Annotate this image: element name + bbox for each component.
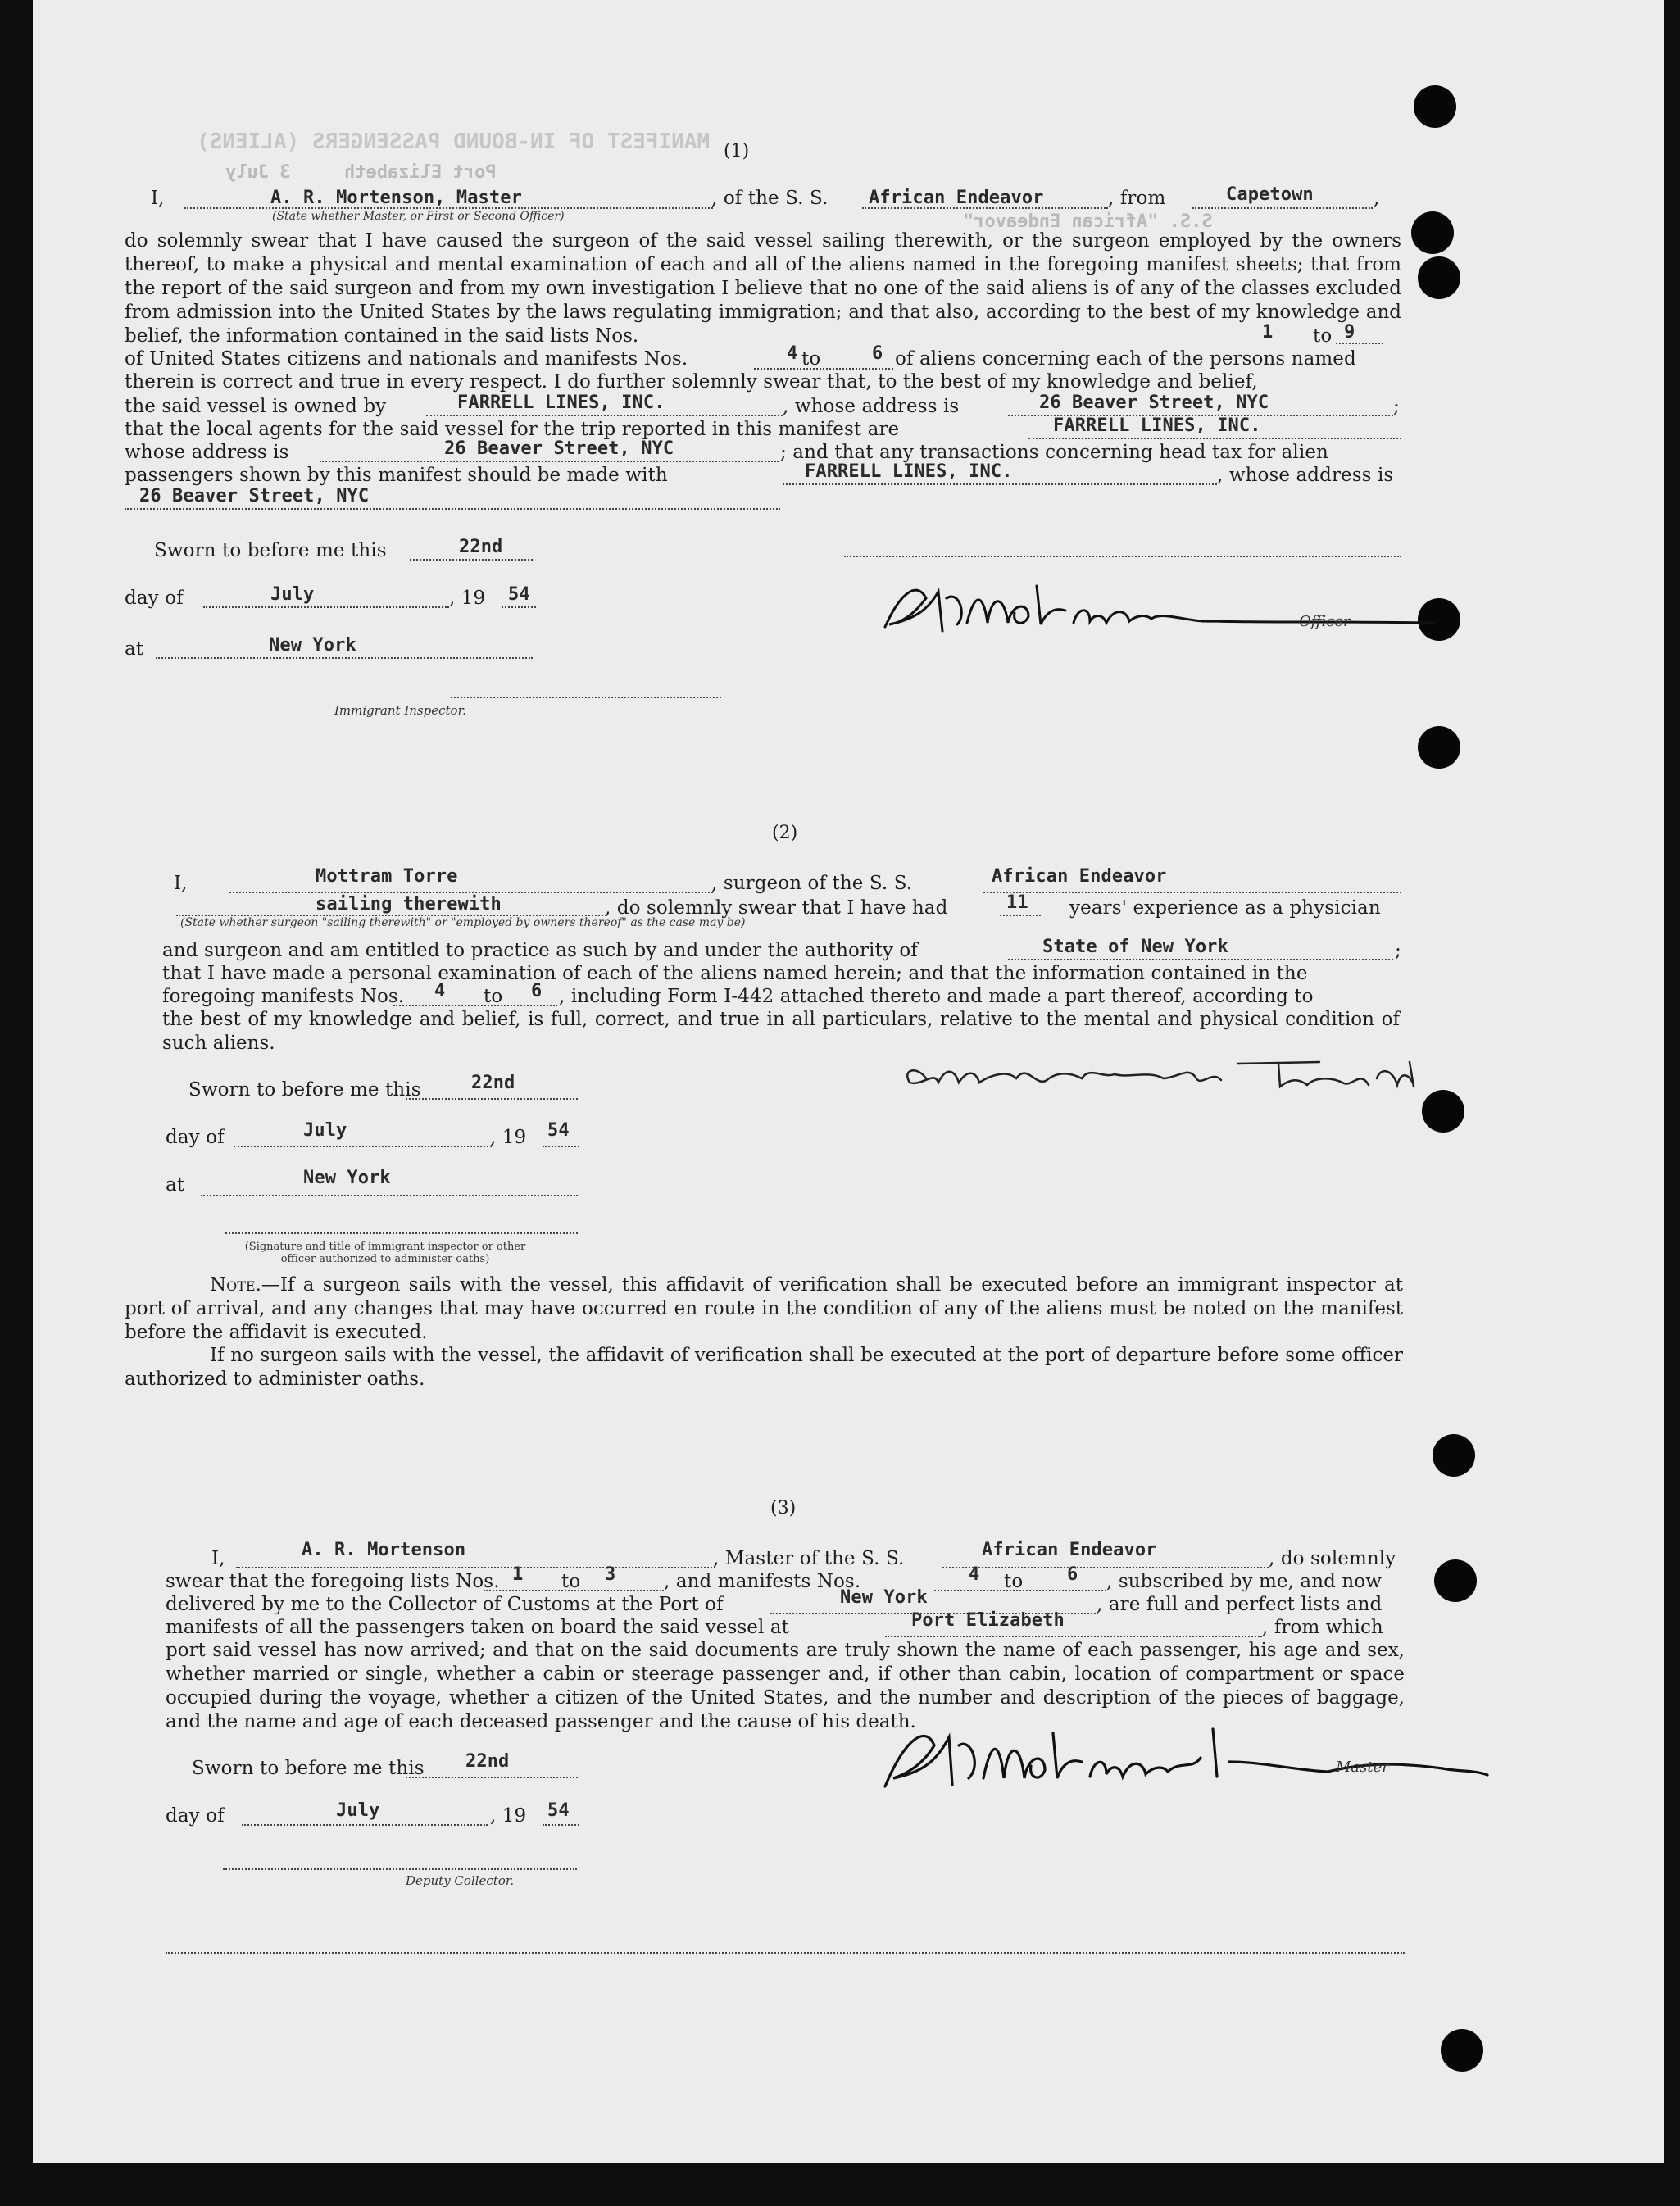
- punch-hole: [1418, 256, 1460, 299]
- owner-address-field: 26 Beaver Street, NYC: [1039, 393, 1269, 413]
- full-perfect-label: , are full and perfect lists and: [1097, 1594, 1383, 1615]
- agent-address-underline: [320, 461, 779, 462]
- to-label: to: [484, 986, 503, 1007]
- s3-lists-to-field: 3: [605, 1564, 616, 1585]
- from-port-underline: [1192, 207, 1373, 209]
- to-label: to: [801, 348, 821, 370]
- master-caption: Master: [1336, 1759, 1389, 1776]
- surgeon-of-label: , surgeon of the S. S.: [711, 873, 913, 894]
- bleed-ship: S.S. "African Endeavor": [963, 211, 1213, 232]
- s3-year-underline: [543, 1824, 579, 1826]
- tax-agent-field: FARRELL LINES, INC.: [805, 461, 1013, 482]
- from-port-field: Capetown: [1226, 184, 1314, 205]
- master-name-caption: (State whether Master, or First or Second Officer): [272, 210, 565, 223]
- punch-hole: [1441, 2029, 1483, 2072]
- authority-underline: [1008, 959, 1393, 960]
- s3-port-field: New York: [840, 1587, 928, 1608]
- head-tax-text: ; and that any transactions concerning head tax for alien: [780, 442, 1328, 463]
- day-of-label: day of: [125, 588, 184, 609]
- s3-month-underline: [242, 1824, 488, 1826]
- section-number: (3): [770, 1498, 797, 1518]
- years-field: 11: [1006, 892, 1028, 913]
- s2-day-of-label: day of: [166, 1127, 225, 1148]
- whose-address-label-2: whose address is: [125, 442, 289, 463]
- i-label: I,: [211, 1548, 225, 1569]
- s2-line-3a: foregoing manifests Nos.: [162, 986, 405, 1007]
- ship-name-underline: [862, 207, 1108, 209]
- swear-text: , do solemnly swear that I have had: [605, 897, 948, 919]
- s3-sworn-day-field: 22nd: [465, 1751, 510, 1772]
- s3-master-underline: [236, 1567, 715, 1568]
- tax-agent-underline: [783, 483, 1217, 485]
- officer-caption: Officer: [1299, 613, 1351, 630]
- years-underline: [1000, 915, 1041, 916]
- s3-lists-underline: [484, 1590, 664, 1591]
- s2-inspector-caption: (Signature and title of immigrant inspector or other officer authorized to administer oaths): [244, 1241, 526, 1265]
- semicolon: ;: [1395, 940, 1401, 961]
- inspector-caption: Immigrant Inspector.: [334, 703, 466, 718]
- whose-address-label: , whose address is: [783, 396, 960, 417]
- surgeon-note-2: If no surgeon sails with the vessel, the affidavit of verification shall be executed at the port of departure before some officer authorized to administer oaths.: [125, 1345, 1403, 1390]
- s2-sworn-label: Sworn to before me this: [188, 1079, 421, 1101]
- year-prefix: , 19: [449, 588, 486, 609]
- manifests-from-field: 4: [787, 343, 798, 364]
- month-field: July: [270, 584, 315, 605]
- s3-master-name-field: A. R. Mortenson: [302, 1540, 466, 1560]
- s3-boarded-underline: [885, 1636, 1262, 1637]
- section-number: (1): [724, 141, 750, 161]
- to-label: to: [1004, 1571, 1024, 1592]
- s2-sworn-day-underline: [406, 1098, 578, 1100]
- s2-year-prefix: , 19: [490, 1127, 527, 1148]
- s3-master-of-label: , Master of the S. S.: [713, 1548, 905, 1569]
- subscribed-label: , subscribed by me, and now: [1106, 1571, 1383, 1592]
- surgeon-note: [125, 1273, 1403, 1345]
- note-text: —If a surgeon sails with the vessel, this affidavit of verification shall be executed before an immigrant inspector at port of arrival, and any changes that may have occurred en route in the condition of any of the aliens must be noted on the manifest before the affidavit is executed.: [125, 1274, 1403, 1343]
- manifest-page: [33, 0, 1664, 2163]
- year-field: 54: [508, 584, 530, 605]
- delivered-label: delivered by me to the Collector of Customs at the Port of: [166, 1594, 724, 1615]
- agent-address-field: 26 Beaver Street, NYC: [444, 438, 674, 459]
- s3-sworn-day-underline: [406, 1777, 578, 1778]
- punch-hole: [1422, 1090, 1464, 1133]
- agents-label: that the local agents for the said vessel for the trip reported in this manifest are: [125, 419, 900, 440]
- section-number: (2): [772, 823, 798, 843]
- s1-paragraph: do solemnly swear that I have caused the surgeon of the said vessel sailing therewith, or the surgeon employed by the owners thereof, to make a physical and mental examination of each and all of the aliens named in the foregoing manifest sheets; that from the report of the said surgeon and from my own investigation I believe that no one of the said aliens is of any of the classes excluded from admission into the United States by the laws regulating immigration; and that also, according to the best of my knowledge and belief, the information contained in the said lists Nos.: [125, 230, 1401, 347]
- deputy-signature-line: [223, 1868, 577, 1870]
- surgeon-signature: [885, 1054, 1426, 1103]
- s2-month-underline: [234, 1146, 492, 1147]
- s2-sworn-day-field: 22nd: [471, 1073, 515, 1093]
- s3-paragraph: port said vessel has now arrived; and that on the said documents are truly shown the name of each passenger, his age and sex, whether married or single, whether a cabin or steerage passenger and, if other than cabin, location of compartment or space occupied during the voyage, whether a citizen of the United States, and the number and description of the pieces of baggage, and the name and age of each deceased passenger and the cause of his death.: [166, 1640, 1405, 1732]
- month-underline: [203, 606, 449, 608]
- owner-underline: [426, 415, 783, 416]
- authority-text: and surgeon and am entitled to practice as such by and under the authority of: [162, 940, 918, 961]
- s3-man-from-field: 4: [969, 1564, 980, 1585]
- manifests-tail: of aliens concerning each of the persons named: [895, 348, 1356, 370]
- s1-line-1: [151, 187, 165, 210]
- lists-to-field: 9: [1344, 322, 1355, 343]
- from-label: , from: [1108, 188, 1166, 209]
- manifests-all-label: manifests of all the passengers taken on board the said vessel at: [166, 1617, 790, 1638]
- punch-hole: [1414, 85, 1456, 128]
- place-underline: [156, 657, 533, 659]
- lists-from-field: 1: [1262, 322, 1274, 343]
- to-label: to: [561, 1571, 581, 1592]
- s3-man-to-field: 6: [1067, 1564, 1078, 1585]
- s2-place-underline: [201, 1195, 578, 1196]
- master-signature: [869, 1713, 1492, 1803]
- text: of United States citizens and nationals and manifests Nos.: [125, 348, 688, 370]
- bleed-date: 3 July: [225, 162, 291, 183]
- master-name-field: A. R. Mortenson, Master: [270, 188, 522, 208]
- s2-place-field: New York: [303, 1168, 391, 1188]
- sailing-field: sailing therewith: [316, 894, 502, 915]
- s2-man-to-field: 6: [531, 981, 543, 1001]
- officer-signature: [869, 574, 1442, 643]
- s3-sworn-label: Sworn to before me this: [192, 1758, 425, 1779]
- s3-ship-field: African Endeavor: [982, 1540, 1157, 1560]
- passengers-text: passengers shown by this manifest should be made with: [125, 465, 668, 486]
- s1-line-manifests: [125, 347, 688, 370]
- s2-ship-field: African Endeavor: [992, 866, 1167, 887]
- agent-underline: [1028, 438, 1401, 439]
- s2-year-underline: [543, 1146, 579, 1147]
- text: I,: [151, 188, 165, 209]
- owned-by-label: the said vessel is owned by: [125, 396, 387, 417]
- punch-hole: [1411, 211, 1454, 254]
- i-label: I,: [174, 873, 188, 894]
- s2-man-from-field: 4: [434, 981, 446, 1001]
- s3-month-field: July: [336, 1800, 380, 1821]
- from-which-label: , from which: [1262, 1617, 1383, 1638]
- s3-day-of-label: day of: [166, 1805, 225, 1827]
- swear-lists-label: swear that the foregoing lists Nos.: [166, 1571, 500, 1592]
- sworn-day-field: 22nd: [459, 537, 503, 557]
- s2-year-field: 54: [547, 1120, 570, 1141]
- years-text: years' experience as a physician: [1069, 897, 1381, 919]
- semicolon: ;: [1393, 396, 1400, 417]
- at-label: at: [125, 638, 144, 660]
- authority-field: State of New York: [1042, 937, 1228, 957]
- s3-year-prefix: , 19: [490, 1805, 527, 1827]
- tax-address-underline: [125, 508, 780, 510]
- note-label: Note.: [210, 1274, 261, 1296]
- comma: ,: [1374, 188, 1380, 209]
- deputy-caption: Deputy Collector.: [406, 1873, 515, 1888]
- s2-line-3b: , including Form I-442 attached thereto and made a part thereof, according to: [559, 986, 1314, 1007]
- s1-line-therein: therein is correct and true in every respect. I do further solemnly swear that, to the best of my knowledge and belief,: [125, 371, 1258, 393]
- s3-lists-from-field: 1: [512, 1564, 524, 1585]
- punch-hole: [1418, 726, 1460, 769]
- manifests-underline: [754, 368, 893, 370]
- s2-line-2: that I have made a personal examination of each of the aliens named herein; and that the information contained in the: [162, 963, 1308, 984]
- s3-boarded-field: Port Elizabeth: [911, 1610, 1065, 1631]
- punch-hole: [1433, 1434, 1475, 1477]
- to-label: to: [1313, 325, 1333, 347]
- surgeon-name-field: Mottram Torre: [316, 866, 458, 887]
- s3-man-underline: [934, 1590, 1106, 1591]
- place-field: New York: [269, 635, 356, 656]
- master-name-underline: [184, 207, 713, 209]
- inspector-signature-line: [451, 697, 721, 698]
- whose-address-end: , whose address is: [1217, 465, 1394, 486]
- sworn-day-underline: [410, 559, 533, 561]
- s2-line-4: the best of my knowledge and belief, is full, correct, and true in all particulars, relative to the mental and physical condition of such aliens.: [162, 1009, 1400, 1054]
- owner-field: FARRELL LINES, INC.: [457, 393, 665, 413]
- s3-year-field: 54: [547, 1800, 570, 1821]
- punch-hole: [1434, 1559, 1477, 1602]
- s2-at-label: at: [166, 1174, 185, 1196]
- sailing-caption: (State whether surgeon "sailing therewith" or "employed by owners thereof" as the case may be): [180, 916, 746, 929]
- bottom-rule: [166, 1952, 1405, 1954]
- ship-name-field: African Endeavor: [869, 188, 1044, 208]
- agent-field: FARRELL LINES, INC.: [1053, 415, 1261, 436]
- s2-inspector-signature-line: [225, 1232, 578, 1234]
- s2-man-underline: [393, 1005, 557, 1006]
- do-solemnly-label: , do solemnly: [1269, 1548, 1396, 1569]
- sworn-label: Sworn to before me this: [154, 540, 387, 561]
- s2-month-field: July: [303, 1120, 347, 1141]
- lists-to-underline: [1336, 343, 1383, 344]
- tax-address-field: 26 Beaver Street, NYC: [139, 486, 370, 506]
- year-underline: [502, 606, 536, 608]
- officer-signature-top-line: [844, 556, 1401, 557]
- manifests-to-field: 6: [872, 343, 883, 364]
- s3-ship-underline: [942, 1567, 1269, 1568]
- bleed-port: Port Elizabeth: [344, 162, 497, 183]
- and-manifests-label: , and manifests Nos.: [664, 1571, 861, 1592]
- bleed-header: MANIFEST OF IN-BOUND PASSENGERS (ALIENS): [197, 129, 711, 154]
- of-ss-label: , of the S. S.: [711, 188, 829, 209]
- s2-ship-underline: [983, 892, 1401, 893]
